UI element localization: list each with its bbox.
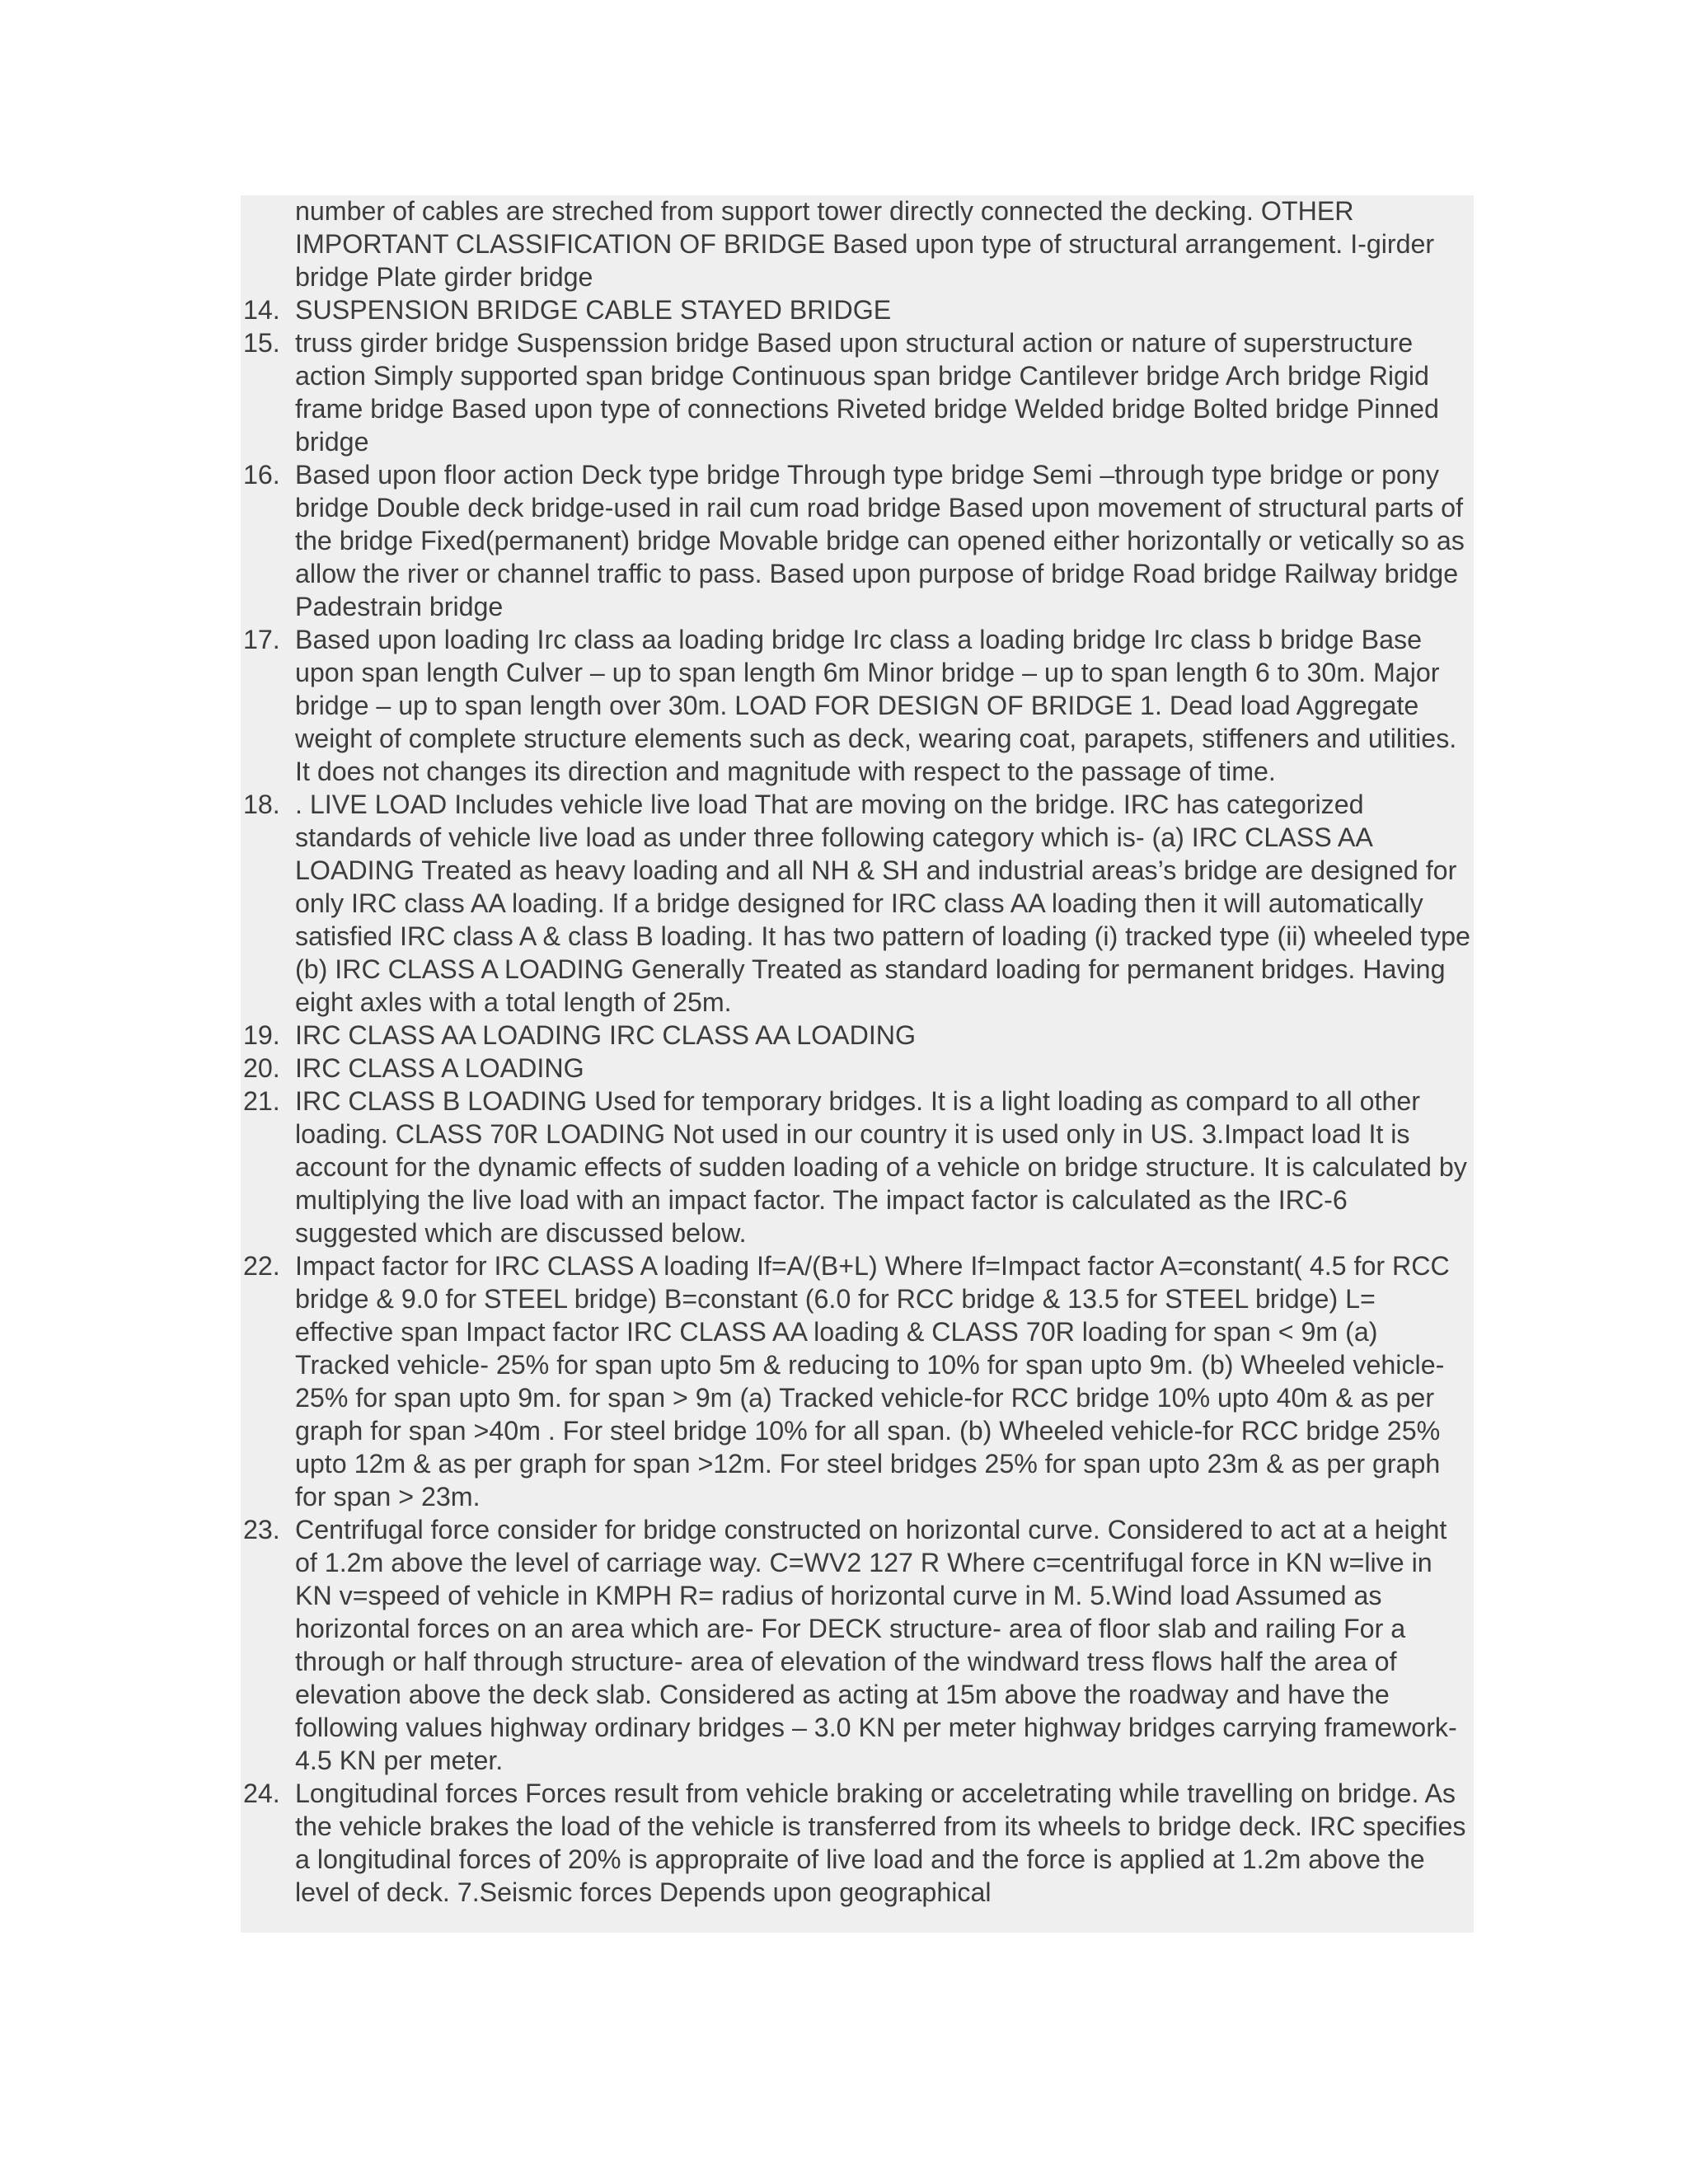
list-item <box>243 458 1473 623</box>
item-number: 23. <box>243 1515 280 1544</box>
item-number: 16. <box>243 460 280 490</box>
list-item <box>243 1052 1473 1085</box>
item-number: 22. <box>243 1251 280 1281</box>
item-text: Based upon loading Irc class aa loading bridge Irc class a loading bridge Irc class b bridge Base upon span length Culver – up to span length 6m Minor bridge – up to span length 6 to 30m. Major bridge – up to span length over 30m. LOAD FOR DESIGN OF BRIDGE 1. Dead load Aggregate weight of complete structure elements such as deck, wearing coat, parapets, stiffeners and utilities. It does not changes its direction and magnitude with respect to the passage of time. <box>295 625 1457 786</box>
numbered-list <box>243 293 1473 1909</box>
item-text: Impact factor for IRC CLASS A loading If=A/(B+L) Where If=Impact factor A=constant( 4.5 for RCC bridge & 9.0 for STEEL bridge) B=constant (6.0 for RCC bridge & 13.5 for STEEL bridge) L= effective span Impact factor IRC CLASS AA loading & CLASS 70R loading for span < 9m (a) Tracked vehicle- 25% for span upto 5m & reducing to 10% for span upto 9m. (b) Wheeled vehicle-25% for span upto 9m. for span > 9m (a) Tracked vehicle-for RCC bridge 10% upto 40m & as per graph for span >40m . For steel bridge 10% for all span. (b) Wheeled vehicle-for RCC bridge 25% upto 12m & as per graph for span >12m. For steel bridges 25% for span upto 23m & as per graph for span > 23m. <box>295 1251 1450 1511</box>
item-number: 14. <box>243 295 280 325</box>
item-text: IRC CLASS A LOADING <box>295 1053 584 1083</box>
list-item <box>243 326 1473 458</box>
list-item <box>243 1249 1473 1513</box>
item-text: truss girder bridge Suspenssion bridge Based upon structural action or nature of superstructure action Simply supported span bridge Continuous span bridge Cantilever bridge Arch bridge Rigid frame bridge Based upon type of connections Riveted bridge Welded bridge Bolted bridge Pinned bridge <box>295 328 1439 457</box>
list-item <box>243 293 1473 326</box>
list-item <box>243 623 1473 788</box>
continuation-paragraph: number of cables are streched from support tower directly connected the decking. OTHER IMPORTANT CLASSIFICATION OF BRIDGE Based upon type of structural arrangement. I-girder bridge Plate girder bridge <box>295 196 1435 292</box>
list-item <box>243 1513 1473 1777</box>
item-text: IRC CLASS B LOADING Used for temporary bridges. It is a light loading as compard to all other loading. CLASS 70R LOADING Not used in our country it is used only in US. 3.Impact load It is account for the dynamic effects of sudden loading of a vehicle on bridge structure. It is calculated by multiplying the live load with an impact factor. The impact factor is calculated as the IRC-6 suggested which are discussed below. <box>295 1086 1467 1248</box>
item-number: 19. <box>243 1020 280 1050</box>
item-number: 15. <box>243 328 280 358</box>
item-text: Longitudinal forces Forces result from vehicle braking or acceletrating while travelling on bridge. As the vehicle brakes the load of the vehicle is transferred from its wheels to bridge deck. IRC specifies a longitudinal forces of 20% is appropraite of live load and the force is applied at 1.2m above the level of deck. 7.Seismic forces Depends upon geographical <box>295 1779 1466 1907</box>
item-number: 18. <box>243 790 280 819</box>
item-number: 17. <box>243 625 280 654</box>
list-item <box>243 1777 1473 1909</box>
item-text: Centrifugal force consider for bridge constructed on horizontal curve. Considered to act at a height of 1.2m above the level of carriage way. C=WV2 127 R Where c=centrifugal force in KN w=live in KN v=speed of vehicle in KMPH R= radius of horizontal curve in M. 5.Wind load Assumed as horizontal forces on an area which are- For DECK structure- area of floor slab and railing For a through or half through structure- area of elevation of the windward tress flows half the area of elevation above the deck slab. Considered as acting at 15m above the roadway and have the following values highway ordinary bridges – 3.0 KN per meter highway bridges carrying framework- 4.5 KN per meter. <box>295 1515 1457 1775</box>
item-text: Based upon floor action Deck type bridge Through type bridge Semi –through type bridge or pony bridge Double deck bridge-used in rail cum road bridge Based upon movement of structural parts of the bridge Fixed(permanent) bridge Movable bridge can opened either horizontally or vetically so as allow the river or channel traffic to pass. Based upon purpose of bridge Road bridge Railway bridge Padestrain bridge <box>295 460 1465 621</box>
item-number: 21. <box>243 1086 280 1116</box>
item-text: . LIVE LOAD Includes vehicle live load That are moving on the bridge. IRC has categorized standards of vehicle live load as under three following category which is- (a) IRC CLASS AA LOADING Treated as heavy loading and all NH & SH and industrial areas’s bridge are designed for only IRC class AA loading. If a bridge designed for IRC class AA loading then it will automatically satisfied IRC class A & class B loading. It has two pattern of loading (i) tracked type (ii) wheeled type (b) IRC CLASS A LOADING Generally Treated as standard loading for permanent bridges. Having eight axles with a total length of 25m. <box>295 790 1470 1017</box>
list-item <box>243 1019 1473 1052</box>
item-number: 20. <box>243 1053 280 1083</box>
item-text: IRC CLASS AA LOADING IRC CLASS AA LOADING <box>295 1020 917 1050</box>
list-item <box>243 788 1473 1019</box>
list-item <box>243 1085 1473 1249</box>
item-number: 24. <box>243 1779 280 1808</box>
document-body <box>243 194 1473 1909</box>
item-text: SUSPENSION BRIDGE CABLE STAYED BRIDGE <box>295 295 892 325</box>
